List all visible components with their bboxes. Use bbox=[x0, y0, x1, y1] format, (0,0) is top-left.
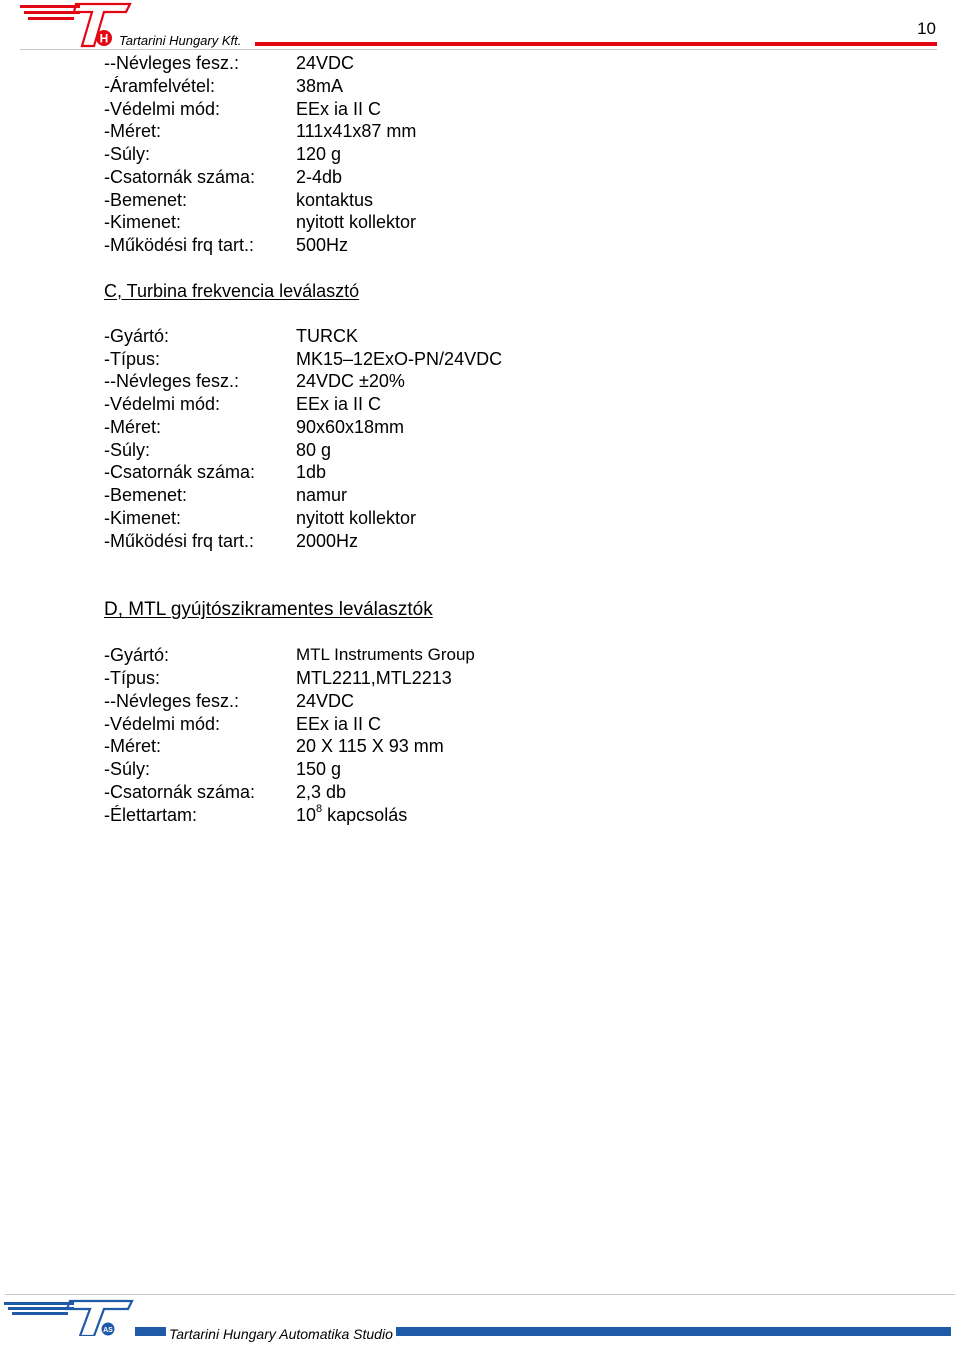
lifetime-unit: kapcsolás bbox=[322, 804, 408, 825]
spec-row bbox=[104, 393, 924, 416]
spec-value: EEx ia II C bbox=[296, 98, 382, 119]
svg-text:H: H bbox=[99, 31, 109, 46]
spec-value-lifetime bbox=[296, 804, 407, 827]
spec-label: -Kimenet: bbox=[104, 507, 182, 528]
spec-row bbox=[104, 75, 924, 98]
spec-row bbox=[104, 484, 924, 507]
spec-value: 24VDC bbox=[296, 53, 355, 73]
spec-label: --Névleges fesz.: bbox=[104, 53, 240, 73]
spec-label: -Csatornák száma: bbox=[104, 462, 256, 483]
footer-company-name: Tartarini Hungary Automatika Studio bbox=[166, 1326, 396, 1342]
spec-row bbox=[104, 735, 924, 758]
spec-row bbox=[104, 713, 924, 736]
spec-label: -Védelmi mód: bbox=[104, 394, 221, 414]
spec-row bbox=[104, 370, 924, 393]
header-divider bbox=[20, 49, 937, 50]
page-number: 10 bbox=[917, 19, 936, 38]
spec-row bbox=[104, 644, 924, 667]
spec-label: -Védelmi mód: bbox=[104, 713, 221, 734]
spec-row bbox=[104, 804, 924, 827]
spec-row bbox=[104, 507, 924, 530]
section-d-spec-list bbox=[104, 644, 924, 826]
lifetime-exponent: 8 bbox=[316, 802, 323, 815]
spec-value: 120 g bbox=[296, 144, 342, 164]
spec-label: -Csatornák száma: bbox=[104, 781, 256, 802]
spec-label: -Csatornák száma: bbox=[104, 166, 256, 187]
spec-label: -Típus: bbox=[104, 348, 161, 369]
spec-row bbox=[104, 166, 924, 189]
spec-value: 24VDC bbox=[296, 690, 355, 711]
spec-value: 500Hz bbox=[296, 235, 349, 255]
spec-value: 24VDC ±20% bbox=[296, 371, 405, 392]
header-company-name: Tartarini Hungary Kft. bbox=[119, 33, 242, 48]
spec-value: EEx ia II C bbox=[296, 713, 382, 734]
spec-row bbox=[104, 52, 924, 75]
spec-row bbox=[104, 667, 924, 690]
spec-value: 90x60x18mm bbox=[296, 416, 405, 437]
spec-row bbox=[104, 348, 924, 371]
page-header bbox=[0, 0, 960, 52]
spec-label: -Típus: bbox=[104, 668, 161, 688]
spec-row bbox=[104, 461, 924, 484]
spec-value: kontaktus bbox=[296, 189, 374, 210]
spec-value: nyitott kollektor bbox=[296, 507, 417, 528]
spec-label: -Méret: bbox=[104, 736, 162, 757]
spec-value: TURCK bbox=[296, 325, 358, 346]
spec-label: -Méret: bbox=[104, 416, 162, 437]
spec-content bbox=[104, 52, 924, 826]
spec-value: MTL2211,MTL2213 bbox=[296, 668, 452, 688]
spec-label: --Névleges fesz.: bbox=[104, 690, 240, 711]
spec-row bbox=[104, 143, 924, 166]
spec-label: -Működési frq tart.: bbox=[104, 235, 255, 255]
spec-row bbox=[104, 530, 924, 553]
spec-value: MTL Instruments Group bbox=[296, 645, 475, 665]
spec-row bbox=[104, 234, 924, 257]
spec-row bbox=[104, 325, 924, 348]
spec-value: 20 X 115 X 93 mm bbox=[296, 736, 444, 757]
spec-row bbox=[104, 781, 924, 804]
section-c-spec-list bbox=[104, 325, 924, 553]
spec-value: 2-4db bbox=[296, 166, 343, 187]
spec-value: 150 g bbox=[296, 759, 342, 779]
spec-row bbox=[104, 416, 924, 439]
spec-row bbox=[104, 690, 924, 713]
footer-divider bbox=[5, 1294, 955, 1295]
spec-label: -Kimenet: bbox=[104, 212, 182, 233]
spec-row bbox=[104, 758, 924, 781]
spec-label: -Bemenet: bbox=[104, 189, 188, 210]
spec-label: -Működési frq tart.: bbox=[104, 530, 255, 551]
spec-label: -Védelmi mód: bbox=[104, 98, 221, 119]
spec-label: -Áramfelvétel: bbox=[104, 75, 216, 96]
spec-value: namur bbox=[296, 485, 348, 505]
spec-label: -Súly: bbox=[104, 439, 151, 460]
spec-label: -Gyártó: bbox=[104, 645, 170, 666]
tartarini-logo bbox=[20, 2, 132, 48]
spec-value: MK15–12ExO-PN/24VDC bbox=[296, 348, 503, 369]
section-c-title: C, Turbina frekvencia leválasztó bbox=[104, 280, 360, 301]
spec-value: 38mA bbox=[296, 75, 344, 96]
page-footer bbox=[0, 1290, 960, 1345]
spec-row bbox=[104, 439, 924, 462]
spec-row bbox=[104, 189, 924, 212]
spec-row bbox=[104, 211, 924, 234]
header-accent-rule bbox=[255, 42, 937, 46]
spec-label: -Súly: bbox=[104, 759, 151, 779]
spec-value: 2000Hz bbox=[296, 530, 359, 551]
spec-label: -Méret: bbox=[104, 121, 162, 142]
spec-value: 111x41x87 mm bbox=[296, 121, 417, 142]
svg-text:AS: AS bbox=[103, 1327, 113, 1334]
section-b-spec-list bbox=[104, 52, 924, 257]
spec-value: 2,3 db bbox=[296, 781, 347, 802]
section-d-title: D, MTL gyújtószikramentes leválasztók bbox=[104, 599, 433, 621]
spec-row bbox=[104, 120, 924, 143]
spec-row bbox=[104, 98, 924, 121]
lifetime-base: 10 bbox=[296, 804, 317, 825]
spec-value: EEx ia II C bbox=[296, 394, 382, 414]
spec-label: -Gyártó: bbox=[104, 325, 170, 346]
spec-value: 80 g bbox=[296, 439, 332, 460]
spec-label: -Súly: bbox=[104, 144, 151, 164]
spec-label: -Élettartam: bbox=[104, 804, 198, 825]
spec-value: nyitott kollektor bbox=[296, 212, 417, 233]
spec-label: --Névleges fesz.: bbox=[104, 371, 240, 392]
spec-label: -Bemenet: bbox=[104, 485, 188, 505]
tartarini-logo-footer bbox=[4, 1298, 134, 1336]
spec-value: 1db bbox=[296, 462, 327, 483]
